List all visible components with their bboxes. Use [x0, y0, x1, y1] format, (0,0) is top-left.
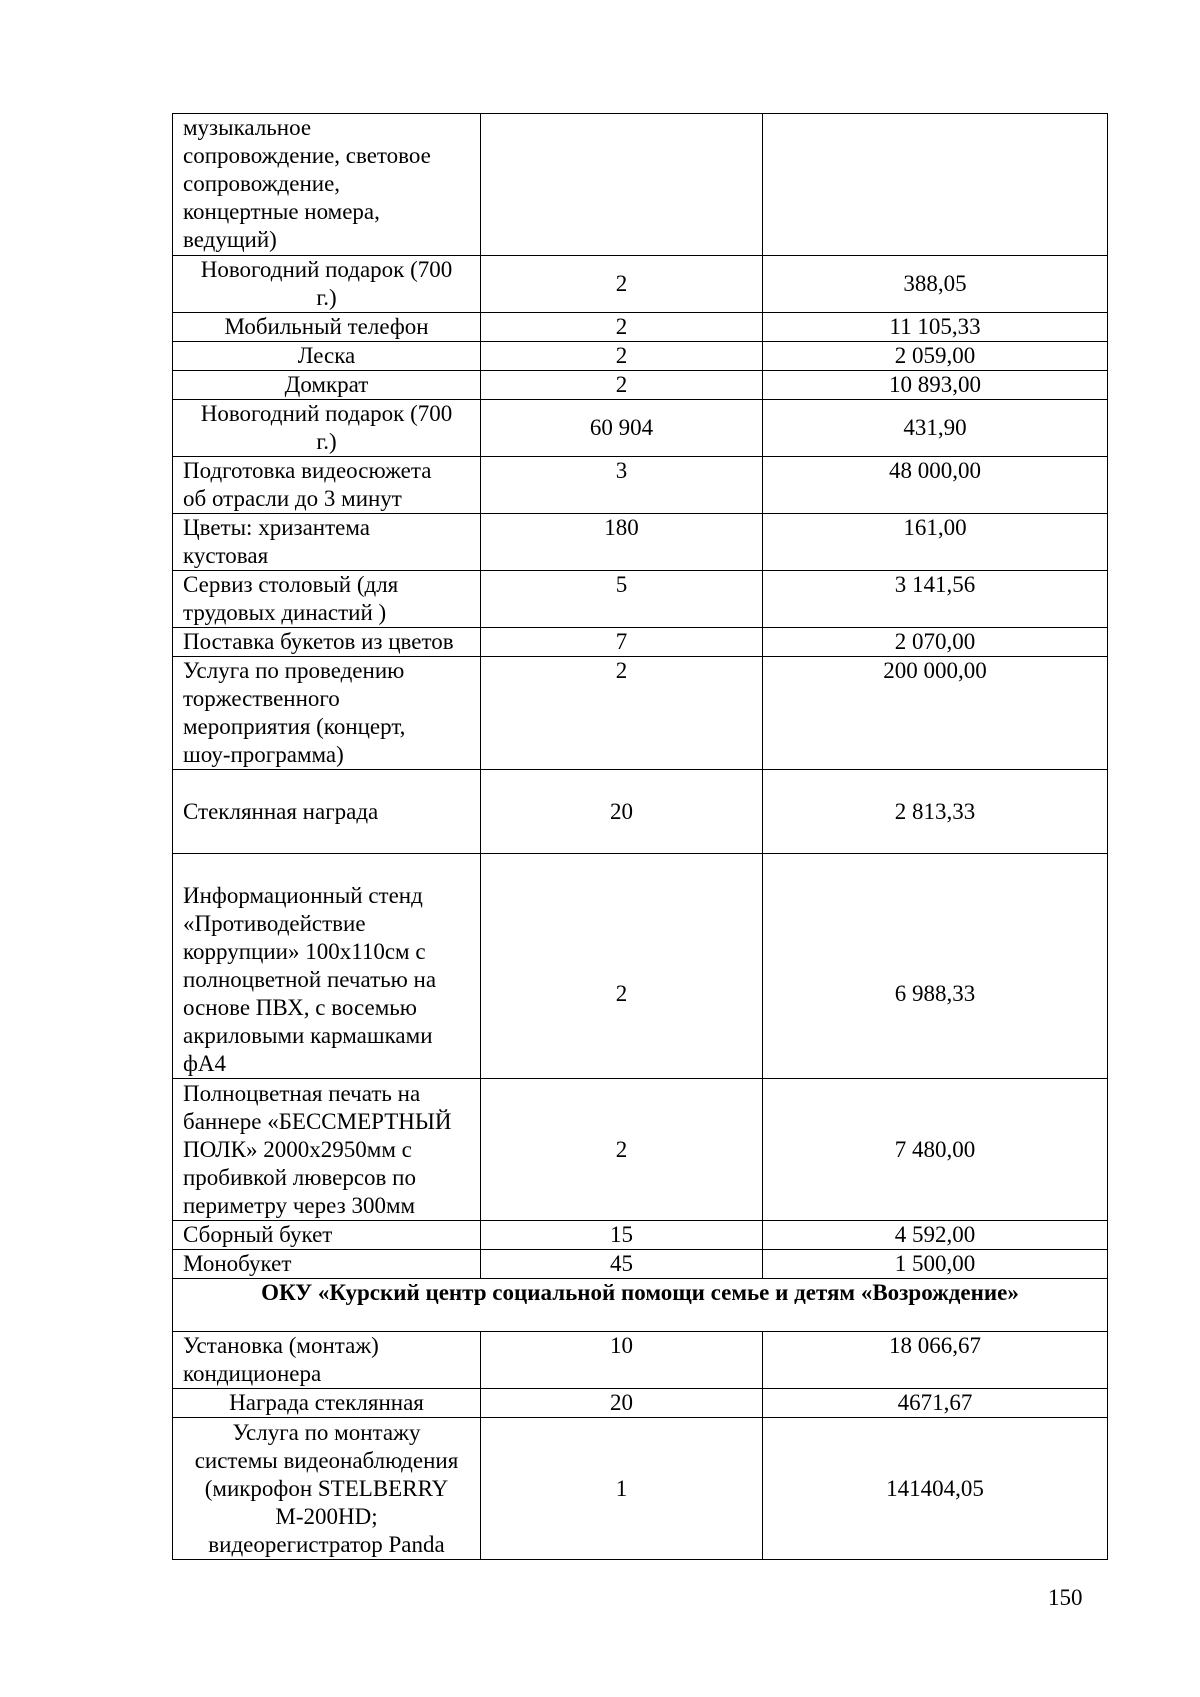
item-quantity — [481, 114, 763, 256]
item-quantity: 20 — [481, 770, 763, 854]
item-quantity: 2 — [481, 1079, 763, 1221]
item-name: Услуга по проведению торжественного мероприятия (концерт, шоу-программа) — [173, 657, 481, 770]
item-price: 2 070,00 — [763, 628, 1108, 657]
item-price: 141404,05 — [763, 1418, 1108, 1560]
item-quantity: 10 — [481, 1332, 763, 1389]
item-price: 48 000,00 — [763, 457, 1108, 514]
item-name: Мобильный телефон — [173, 313, 481, 342]
table-row — [173, 514, 1108, 571]
item-name: Цветы: хризантема кустовая — [173, 514, 481, 571]
item-name: Поставка букетов из цветов — [173, 628, 481, 657]
item-name: Награда стеклянная — [173, 1389, 481, 1418]
item-quantity: 60 904 — [481, 400, 763, 457]
table-row — [173, 114, 1108, 256]
item-price: 11 105,33 — [763, 313, 1108, 342]
item-price: 6 988,33 — [763, 854, 1108, 1079]
item-price: 10 893,00 — [763, 371, 1108, 400]
section-heading: ОКУ «Курский центр социальной помощи семье и детям «Возрождение» — [173, 1279, 1108, 1332]
item-price: 431,90 — [763, 400, 1108, 457]
table-row — [173, 1221, 1108, 1250]
item-quantity: 45 — [481, 1250, 763, 1279]
table-row — [173, 1079, 1108, 1221]
item-quantity: 1 — [481, 1418, 763, 1560]
item-price: 4 592,00 — [763, 1221, 1108, 1250]
table-row — [173, 256, 1108, 313]
table-row — [173, 1418, 1108, 1560]
item-price: 18 066,67 — [763, 1332, 1108, 1389]
item-quantity: 2 — [481, 657, 763, 770]
item-quantity: 2 — [481, 854, 763, 1079]
item-name: Новогодний подарок (700 г.) — [173, 256, 481, 313]
item-price: 7 480,00 — [763, 1079, 1108, 1221]
item-name: Монобукет — [173, 1250, 481, 1279]
page-number: 150 — [1048, 1585, 1083, 1610]
item-name: Новогодний подарок (700 г.) — [173, 400, 481, 457]
item-name: Стеклянная награда — [173, 770, 481, 854]
table-row — [173, 1250, 1108, 1279]
item-name: Сборный букет — [173, 1221, 481, 1250]
item-quantity: 2 — [481, 256, 763, 313]
item-price: 4671,67 — [763, 1389, 1108, 1418]
table-row — [173, 313, 1108, 342]
section-row — [173, 1279, 1108, 1332]
item-name: Услуга по монтажу системы видеонаблюдения (микрофон STELBERRY M-200HD; видеорегистратор Panda — [173, 1418, 481, 1560]
item-price: 388,05 — [763, 256, 1108, 313]
table-row — [173, 371, 1108, 400]
table-row — [173, 571, 1108, 628]
item-price — [763, 114, 1108, 256]
item-quantity: 2 — [481, 342, 763, 371]
item-quantity: 5 — [481, 571, 763, 628]
item-price: 200 000,00 — [763, 657, 1108, 770]
price-table — [172, 113, 1108, 1560]
table-row — [173, 628, 1108, 657]
item-price: 1 500,00 — [763, 1250, 1108, 1279]
table-row — [173, 457, 1108, 514]
table-row — [173, 770, 1108, 854]
item-name: Информационный стенд «Противодействие коррупции» 100х110см с полноцветной печатью на основе ПВХ, с восемью акриловыми кармашками фА4 — [173, 854, 481, 1079]
item-name: Полноцветная печать на баннере «БЕССМЕРТНЫЙ ПОЛК» 2000х2950мм с пробивкой люверсов по периметру через 300мм — [173, 1079, 481, 1221]
item-name: музыкальное сопровождение, световое сопровождение, концертные номера, ведущий) — [173, 114, 481, 256]
item-quantity: 20 — [481, 1389, 763, 1418]
item-price: 2 813,33 — [763, 770, 1108, 854]
item-price: 3 141,56 — [763, 571, 1108, 628]
item-name: Домкрат — [173, 371, 481, 400]
item-quantity: 3 — [481, 457, 763, 514]
table-row — [173, 342, 1108, 371]
item-quantity: 2 — [481, 313, 763, 342]
item-name: Леска — [173, 342, 481, 371]
table-row — [173, 1389, 1108, 1418]
item-quantity: 15 — [481, 1221, 763, 1250]
item-quantity: 180 — [481, 514, 763, 571]
item-quantity: 2 — [481, 371, 763, 400]
table-row — [173, 400, 1108, 457]
table-row — [173, 1332, 1108, 1389]
item-quantity: 7 — [481, 628, 763, 657]
table-row — [173, 854, 1108, 1079]
item-price: 2 059,00 — [763, 342, 1108, 371]
item-price: 161,00 — [763, 514, 1108, 571]
item-name: Установка (монтаж) кондиционера — [173, 1332, 481, 1389]
table-row — [173, 657, 1108, 770]
item-name: Подготовка видеосюжета об отрасли до 3 минут — [173, 457, 481, 514]
item-name: Сервиз столовый (для трудовых династий ) — [173, 571, 481, 628]
